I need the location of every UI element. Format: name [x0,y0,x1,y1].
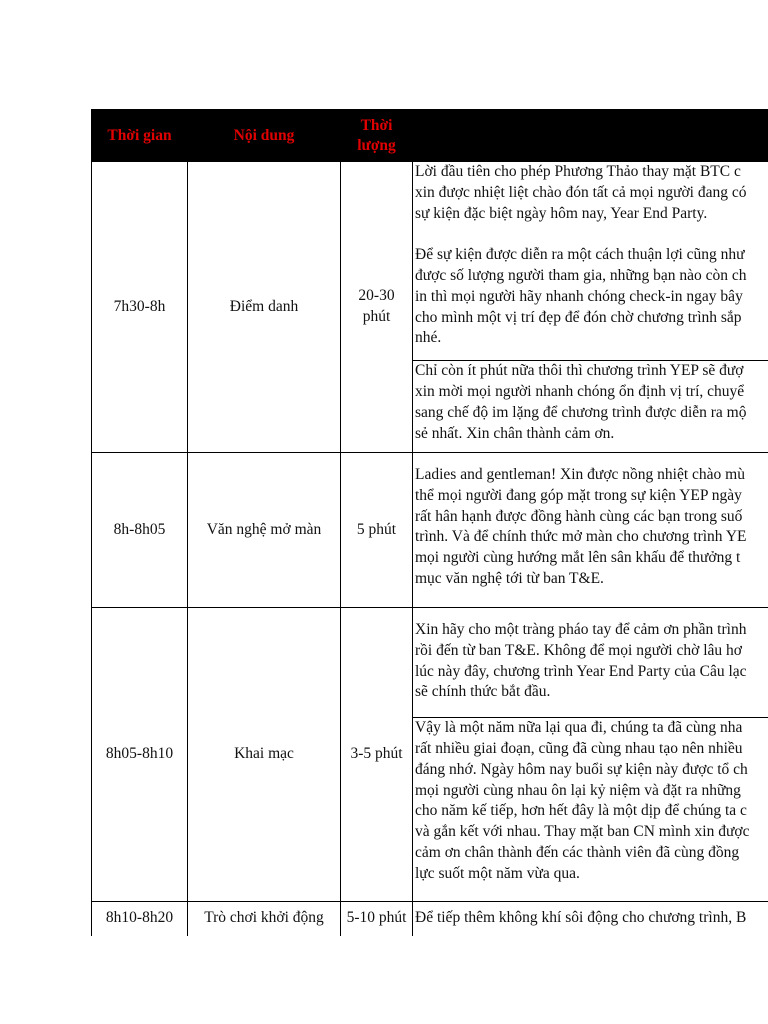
cell-content: Điểm danh [188,162,341,453]
cell-time: 8h05-8h10 [92,608,188,902]
script-line: Chỉ còn ít phút nữa thôi thì chương trình YEP sẽ đượ [415,362,744,380]
script-line: xin mời mọi người nhanh chóng ổn định vị trí, chuyể [415,382,745,400]
script-line: rất hân hạnh được đồng hành cùng các bạn trong suố [415,507,743,525]
cell-time: 8h10-8h20 [92,902,188,937]
script-line: mọi người cùng hướng mắt lên sân khấu để thưởng t [415,549,741,567]
script-line: sẻ nhất. Xin chân thành cảm ơn. [415,424,615,442]
cell-duration: 5-10 phút [341,902,413,937]
script-line: đáng nhớ. Ngày hôm nay buổi sự kiện này được tổ ch [415,760,748,778]
cell-duration: 3-5 phút [341,608,413,902]
header-row [92,110,768,162]
script-line: Xin hãy cho một tràng pháo tay để cảm ơn phần trình [415,621,747,638]
cell-duration: 5 phút [341,453,413,608]
header-duration: Thời lượng [341,110,413,162]
script-line: mục văn nghệ tới từ ban T&E. [415,569,604,587]
script-line: Để tiếp thêm không khí sôi động cho chương trình, B [415,909,747,926]
cell-time: 7h30-8h [92,162,188,453]
script-paragraph [413,718,768,884]
script-line: xin được nhiệt liệt chào đón tất cả mọi người đang có [415,183,747,201]
script-line: Để sự kiện được diễn ra một cách thuận lợi cũng như [415,246,745,264]
script-line: cảm ơn chân thành đến các thành viên đã cùng đồng [415,843,740,861]
script-line: sự kiện đặc biệt ngày hôm nay, Year End Party. [415,204,708,222]
script-paragraph [413,902,768,929]
script-line: nhé. [415,329,442,347]
cell-time: 8h-8h05 [92,453,188,608]
cell-content: Văn nghệ mở màn [188,453,341,608]
script-paragraph [413,453,768,590]
table-row [92,162,768,453]
script-paragraph [413,162,768,349]
cell-content: Khai mạc [188,608,341,902]
script-line: sẽ chính thức bắt đầu. [415,683,551,701]
script-line: thể mọi người đang góp mặt trong sự kiện YEP ngày [415,486,742,504]
script-line: trình. Và để chính thức mở màn cho chương trình YE [415,528,747,546]
table-row [92,608,768,902]
script-line: cho mình một vị trí đẹp để đón chờ chương trình sắp [415,308,742,326]
script-line: Ladies and gentleman! Xin được nồng nhiệt chào mù [415,466,745,483]
header-content: Nội dung [188,110,341,162]
script-line: được số lượng người tham gia, những bạn nào còn ch [415,266,747,284]
schedule-sheet [91,109,768,936]
script-line: sang chế độ im lặng để chương trình được diễn ra mộ [415,403,747,421]
cell-script [413,902,768,937]
script-paragraph [413,608,768,703]
table-row [92,902,768,937]
script-line: lực suốt một năm vừa qua. [415,864,580,882]
script-line: rồi đến từ ban T&E. Không để mọi người chờ lâu hơ [415,641,742,659]
schedule-table [91,109,768,936]
header-script [413,110,768,162]
script-line: lúc này đây, chương trình Year End Party của Câu lạc [415,662,747,680]
script-line: rất nhiều giai đoạn, cũng đã cùng nhau tạo nên nhiều [415,739,743,757]
script-line: Vậy là một năm nữa lại qua đi, chúng ta đã cùng nha [415,719,743,737]
script-line: in thì mọi người hãy nhanh chóng check-in ngay bây [415,287,743,305]
cell-script [413,453,768,608]
script-line: và gắn kết với nhau. Thay mặt ban CN mình xin được [415,823,750,841]
script-paragraph [413,361,768,444]
script-line: mọi người cùng nhau ôn lại kỷ niệm và đặt ra những [415,781,741,799]
cell-duration: 20-30 phút [341,162,413,453]
script-line: cho năm kế tiếp, hơn hết đây là một dịp để chúng ta c [415,802,747,820]
table-row [92,453,768,608]
cell-content: Trò chơi khởi động [188,902,341,937]
script-line: Lời đầu tiên cho phép Phương Thảo thay mặt BTC c [415,163,741,180]
cell-script [413,608,768,902]
header-time: Thời gian [92,110,188,162]
cell-script [413,162,768,453]
